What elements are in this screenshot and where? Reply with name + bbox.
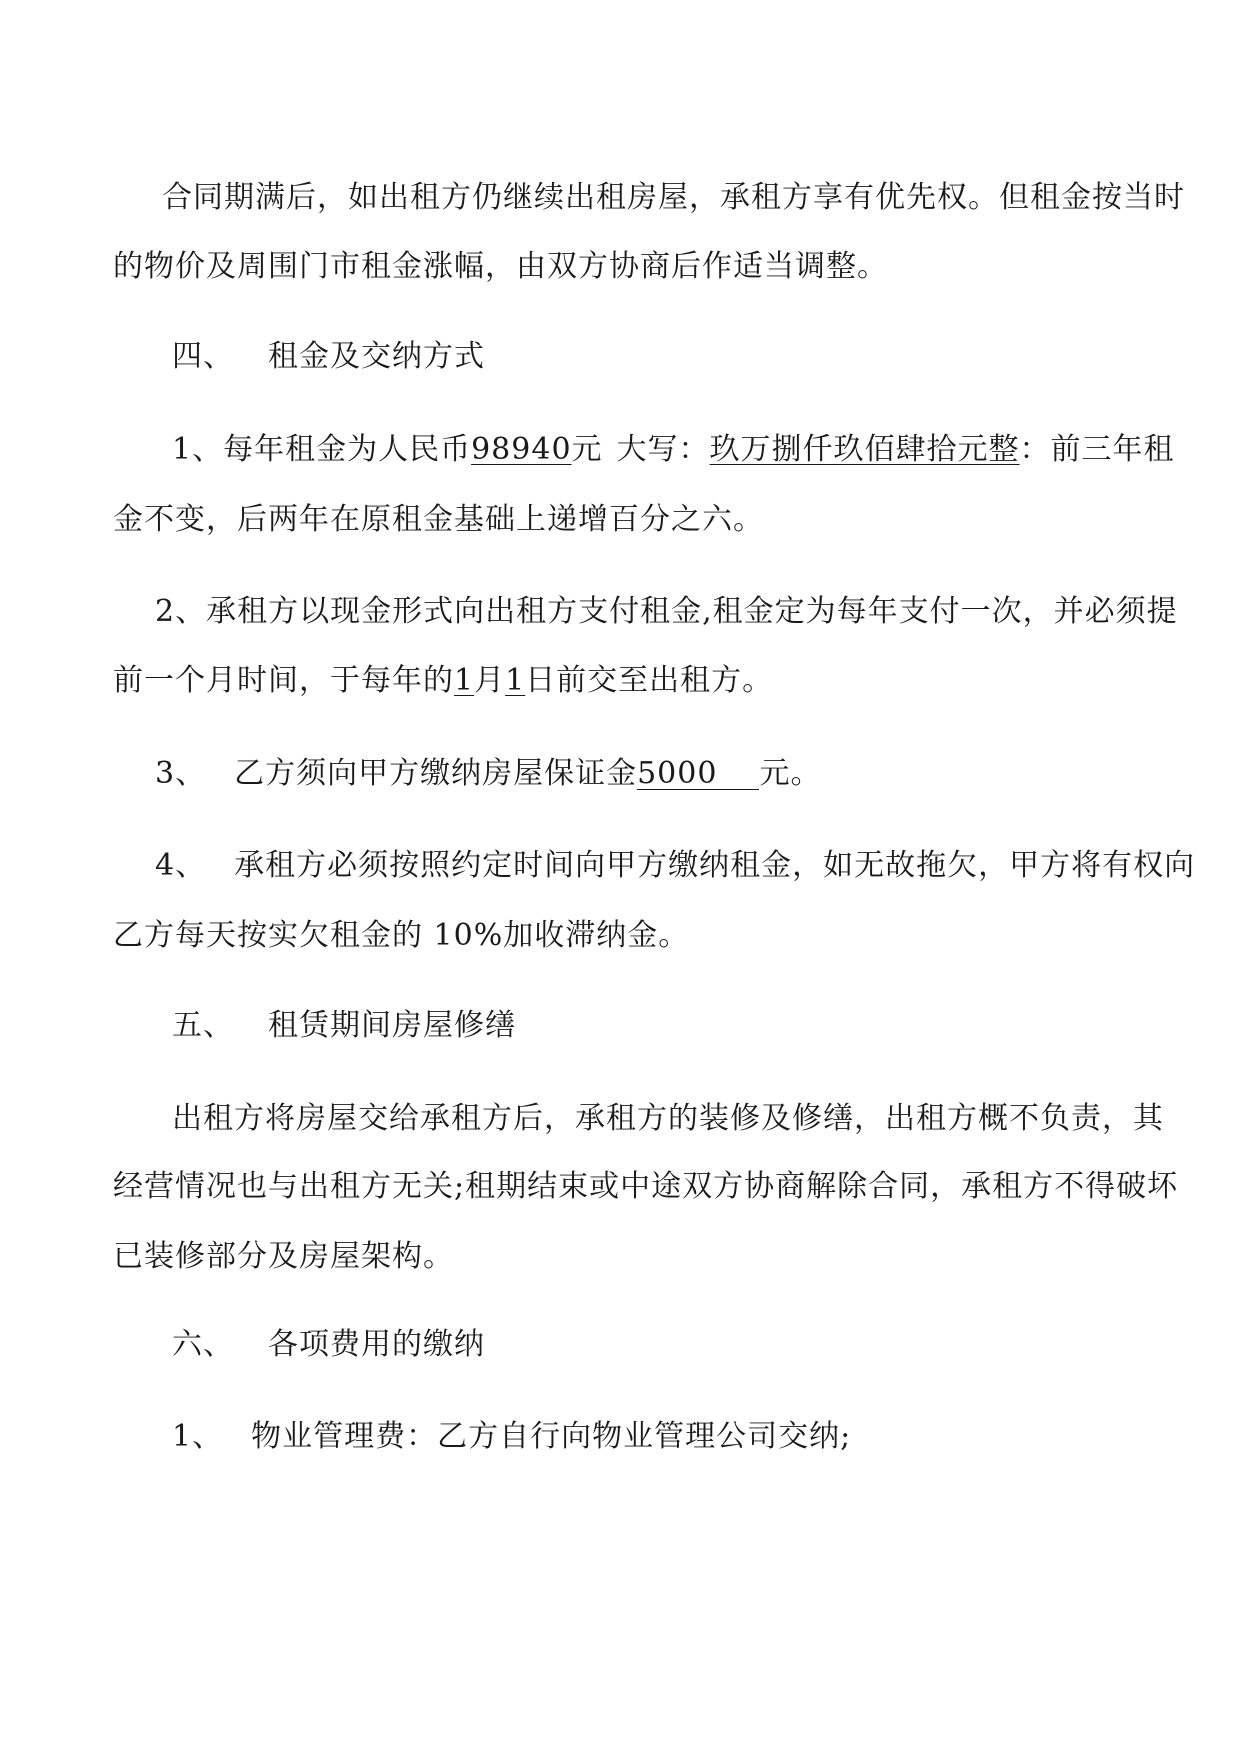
item-4-4-line-1: 4、 承租方必须按照约定时间向甲方缴纳租金，如无故拖欠，甲方将有权向 — [155, 848, 1196, 883]
rent-amount: 98940 — [471, 432, 572, 467]
deposit-amount: 5000 — [637, 759, 759, 790]
payment-month: 1 — [454, 663, 475, 698]
repair-paragraph-line-1: 出租方将房屋交给承租方后，承租方的装修及修缮，出租方概不负责，其 — [172, 1101, 1164, 1136]
section-5-heading — [172, 1008, 516, 1044]
item-4-1-line-1: 1、每年租金为人民币98940元 大写：玖万捌仟玖佰肆拾元整：前三年租 — [172, 432, 1175, 467]
renewal-paragraph-line-2: 的物价及周围门市租金涨幅，由双方协商后作适当调整。 — [113, 249, 888, 284]
repair-paragraph-line-2: 经营情况也与出租方无关;租期结束或中途双方协商解除合同，承租方不得破坏 — [113, 1169, 1179, 1204]
item-6-1: 1、 物业管理费：乙方自行向物业管理公司交纳; — [172, 1419, 852, 1454]
item-4-2-line-1: 2、承租方以现金形式向出租方支付租金,租金定为每年支付一次，并必须提 — [155, 594, 1178, 629]
section-4-number: 四、 — [172, 339, 234, 374]
section-4-heading — [172, 339, 485, 375]
section-5-number: 五、 — [172, 1008, 234, 1043]
section-6-number: 六、 — [172, 1327, 234, 1362]
rent-amount-in-words: 玖万捌仟玖佰肆拾元整 — [709, 432, 1020, 467]
section-5-title: 租赁期间房屋修缮 — [268, 1008, 516, 1043]
item-4-2-line-2: 前一个月时间，于每年的1月1日前交至出租方。 — [113, 663, 774, 698]
renewal-paragraph-line-1: 合同期满后，如出租方仍继续出租房屋，承租方享有优先权。但租金按当时 — [162, 180, 1185, 215]
item-4-3: 3、 乙方须向甲方缴纳房屋保证金5000 元。 — [155, 756, 822, 791]
payment-day: 1 — [505, 663, 526, 698]
section-6-heading — [172, 1327, 485, 1363]
repair-paragraph-line-3: 已装修部分及房屋架构。 — [113, 1239, 454, 1274]
item-4-1-line-2: 金不变，后两年在原租金基础上递增百分之六。 — [113, 502, 764, 537]
section-4-title: 租金及交纳方式 — [268, 339, 485, 374]
item-4-4-line-2: 乙方每天按实欠租金的 10%加收滞纳金。 — [113, 918, 690, 953]
section-6-title: 各项费用的缴纳 — [268, 1327, 485, 1362]
